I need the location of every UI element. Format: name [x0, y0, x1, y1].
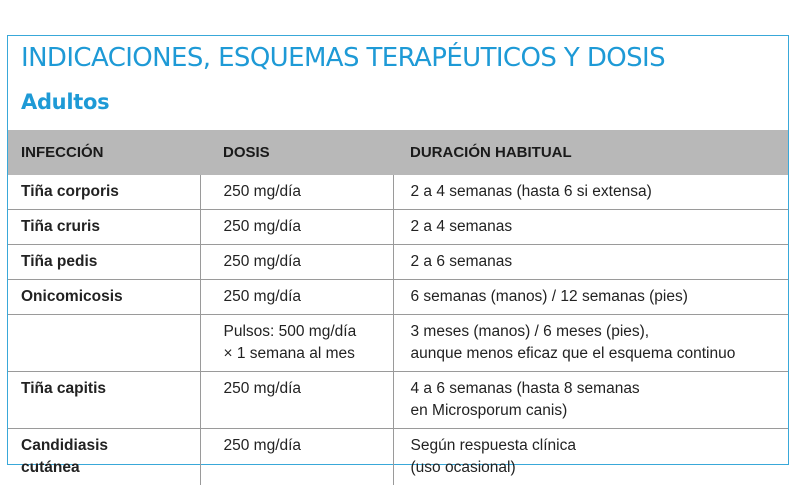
dose-cell	[200, 175, 393, 210]
dose-cell	[200, 280, 393, 315]
dose-cell	[200, 429, 393, 486]
duration-text: 3 meses (manos) / 6 meses (pies),	[410, 323, 650, 340]
duration-cell	[393, 315, 788, 372]
infection-cell	[8, 372, 200, 429]
duration-text: aunque menos eficaz que el esquema continuo	[410, 345, 736, 362]
dosing-table	[8, 130, 788, 485]
infection-cell-empty	[8, 315, 200, 372]
duration-cell	[393, 429, 788, 486]
infection-name: Tiña corporis	[21, 183, 119, 200]
dose-text: 250 mg/día	[223, 183, 302, 200]
duration-cell	[393, 175, 788, 210]
dose-cell	[200, 210, 393, 245]
infection-cell	[8, 245, 200, 280]
infection-name: cutánea	[21, 459, 80, 476]
header-infeccion: INFECCIÓN	[21, 144, 104, 161]
infection-cell	[8, 210, 200, 245]
dose-text: × 1 semana al mes	[223, 345, 355, 362]
infection-cell	[8, 175, 200, 210]
dose-cell	[200, 372, 393, 429]
table-row	[8, 245, 788, 280]
duration-text: (uso ocasional)	[410, 459, 516, 476]
dose-text: 250 mg/día	[223, 380, 302, 397]
duration-cell	[393, 280, 788, 315]
infection-name: Onicomicosis	[21, 288, 123, 305]
duration-text: Según respuesta clínica	[410, 437, 576, 454]
duration-text: 2 a 6 semanas	[410, 253, 513, 270]
header-duracion: DURACIÓN HABITUAL	[410, 144, 572, 161]
dosing-table-panel	[7, 35, 789, 476]
duration-text: 2 a 4 semanas (hasta 6 si extensa)	[410, 183, 652, 200]
table-row	[8, 429, 788, 486]
header-dosis: DOSIS	[223, 144, 270, 161]
dose-text: 250 mg/día	[223, 437, 302, 454]
table-header-row	[8, 130, 788, 175]
duration-cell	[393, 210, 788, 245]
table-row	[8, 210, 788, 245]
duration-text: 6 semanas (manos) / 12 semanas (pies)	[410, 288, 688, 305]
infection-name: Tiña pedis	[21, 253, 98, 270]
panel-title: INDICACIONES, ESQUEMAS TERAPÉUTICOS Y DOSIS	[21, 43, 666, 73]
table-row	[8, 175, 788, 210]
dose-text: 250 mg/día	[223, 218, 302, 235]
table-row	[8, 280, 788, 315]
table-row	[8, 372, 788, 429]
dose-text: 250 mg/día	[223, 253, 302, 270]
panel-subtitle: Adultos	[21, 90, 110, 114]
duration-text: 4 a 6 semanas (hasta 8 semanas	[410, 380, 640, 397]
duration-cell	[393, 245, 788, 280]
dose-cell	[200, 315, 393, 372]
dose-cell	[200, 245, 393, 280]
dose-text: 250 mg/día	[223, 288, 302, 305]
table-row	[8, 315, 788, 372]
duration-cell	[393, 372, 788, 429]
duration-text: en Microsporum canis)	[410, 402, 568, 419]
duration-text: 2 a 4 semanas	[410, 218, 513, 235]
infection-name: Tiña capitis	[21, 380, 106, 397]
infection-cell	[8, 429, 200, 486]
infection-name: Tiña cruris	[21, 218, 100, 235]
infection-cell	[8, 280, 200, 315]
dose-text: Pulsos: 500 mg/día	[223, 323, 357, 340]
infection-name: Candidiasis	[21, 437, 108, 454]
